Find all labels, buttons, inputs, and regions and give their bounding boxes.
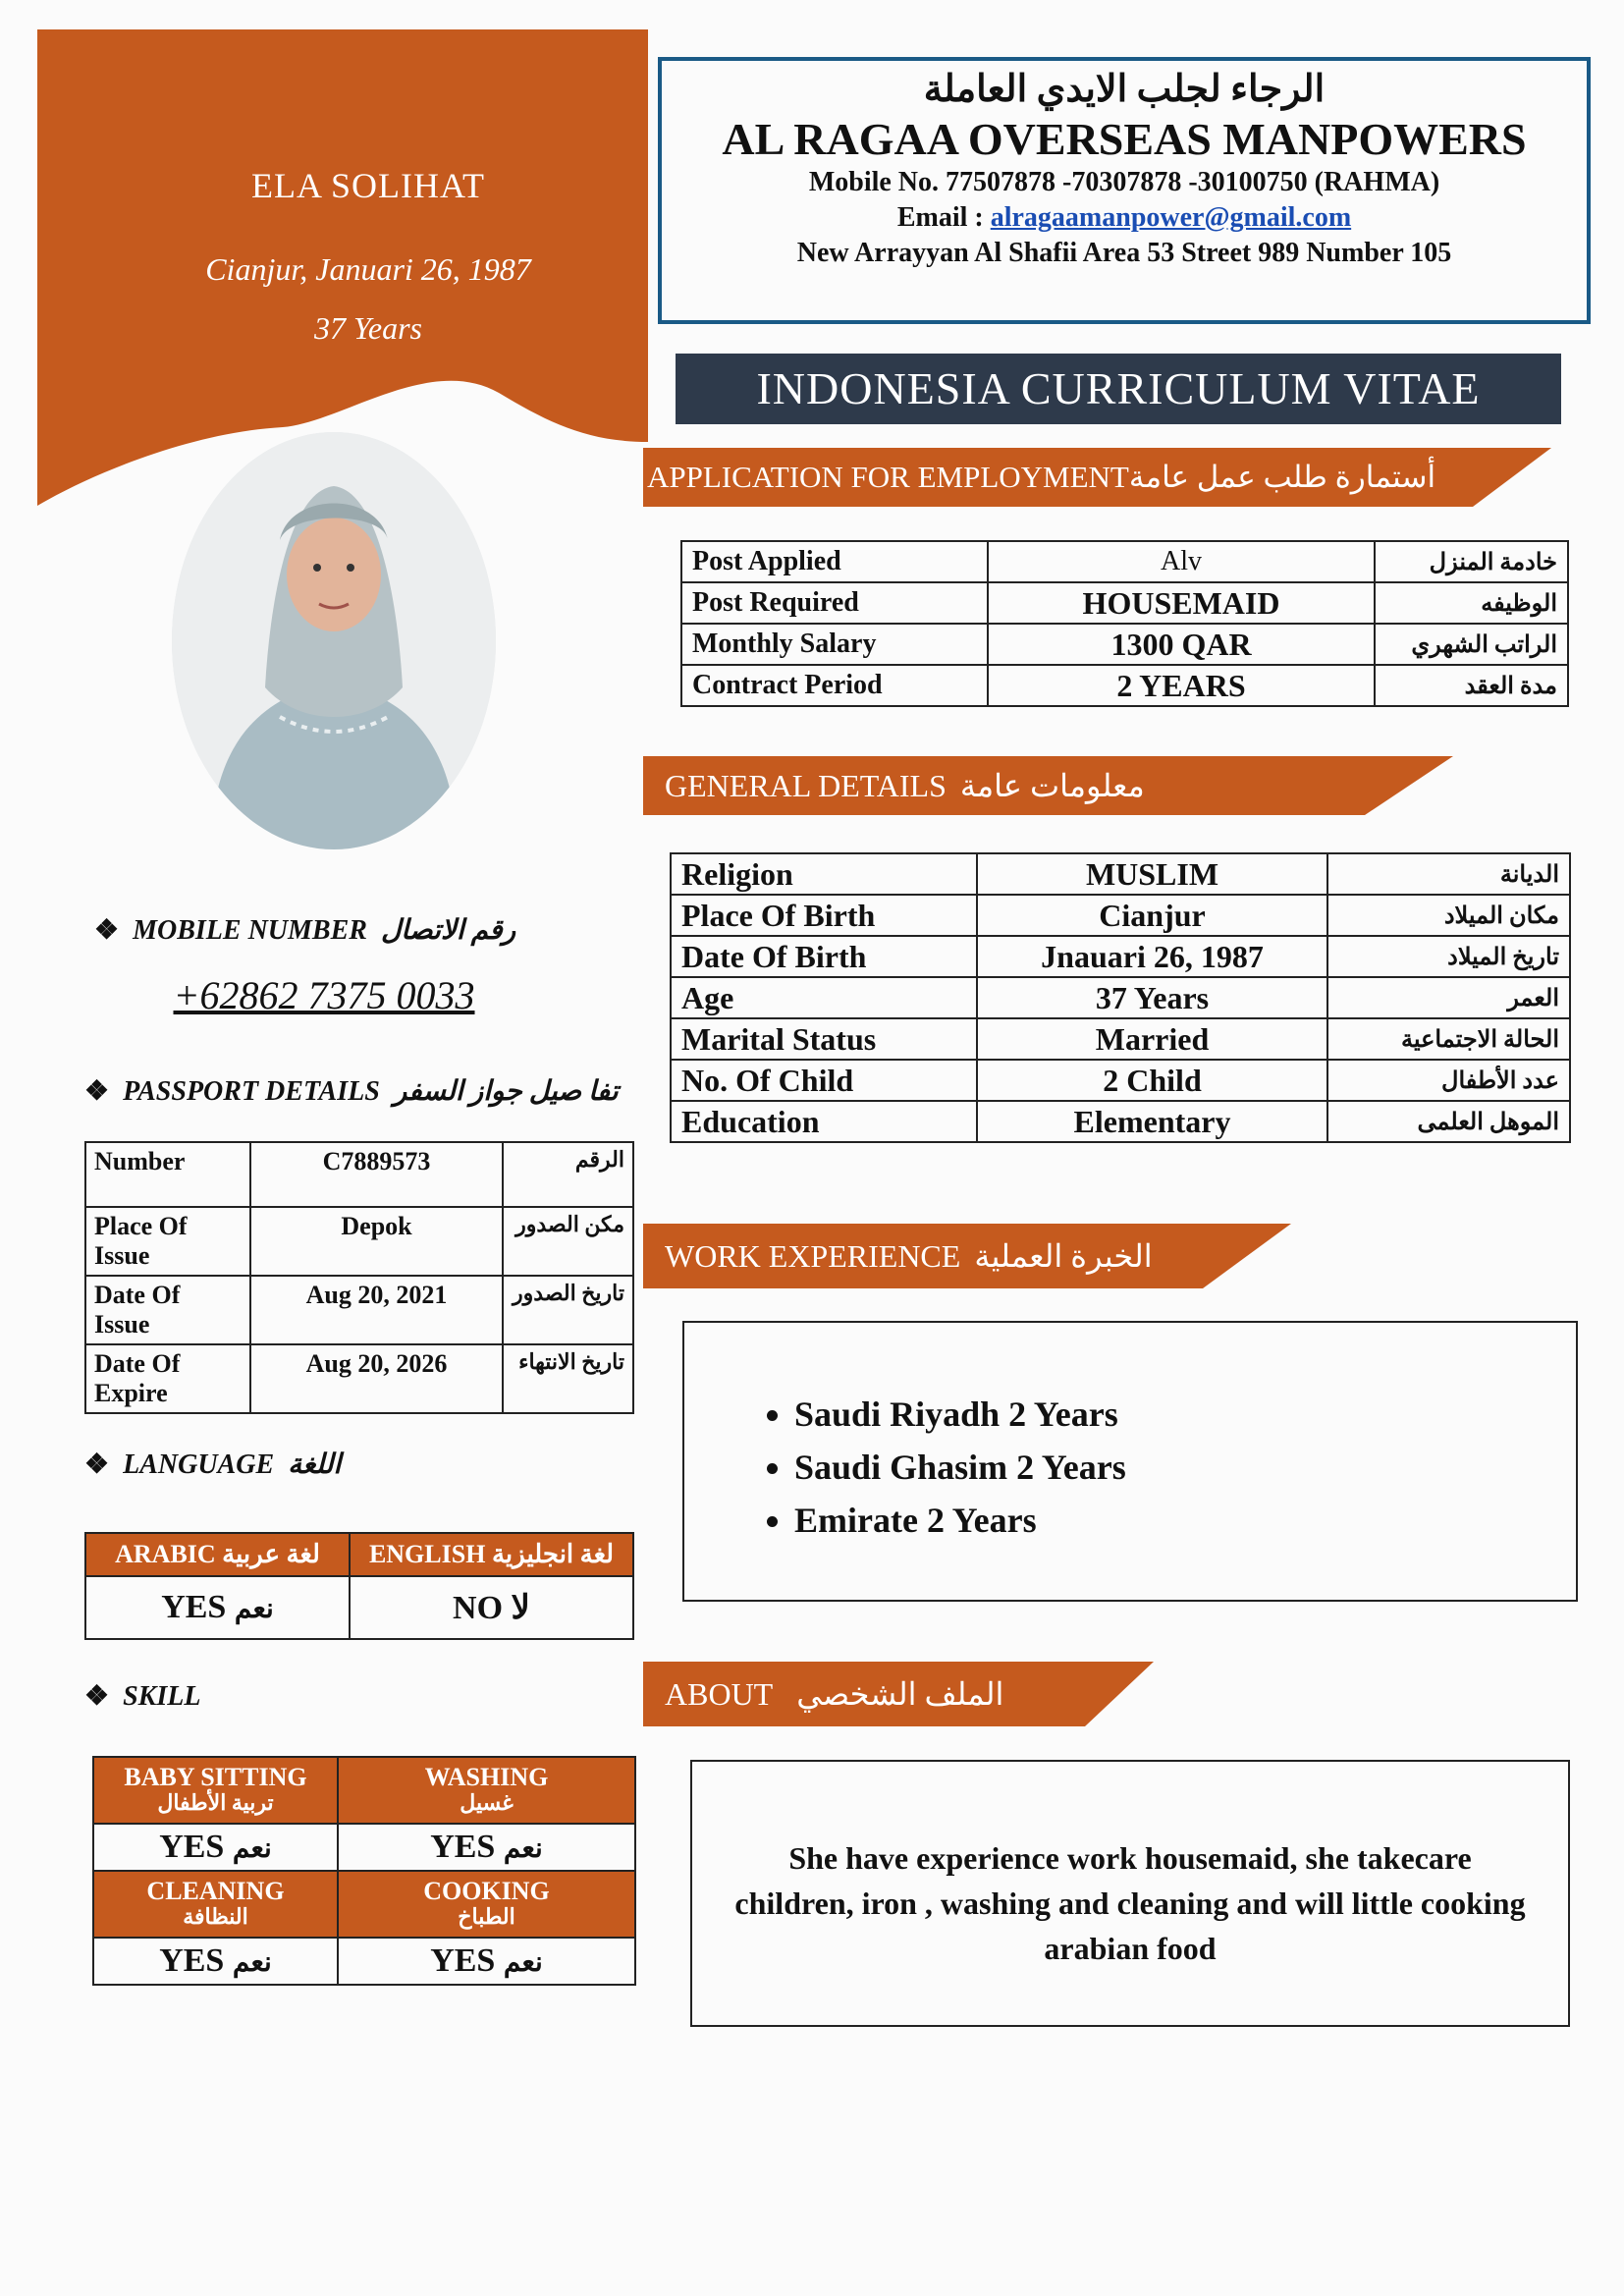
candidate-name: ELA SOLIHAT [251,166,485,205]
skill-yes-ar: نعم [232,1833,272,1864]
row-arabic: الراتب الشهري [1375,624,1568,665]
mobile-number: +62862 7375 0033 [173,973,475,1017]
company-name: AL RAGAA OVERSEAS MANPOWERS [722,114,1527,164]
mobile-heading [94,913,515,947]
skill-yes-ar: نعم [503,1833,543,1864]
employment-table [680,540,1569,707]
row-value: C7889573 [250,1142,503,1207]
about-banner-arabic: الملف الشخصي [796,1676,1004,1712]
table-row [681,541,1568,582]
skill-header [93,1757,338,1824]
row-label: Number [85,1142,250,1207]
row-value: 2 YEARS [988,665,1375,706]
employment-banner [643,448,1551,507]
row-value: Aug 20, 2021 [250,1276,503,1344]
english-lang-label-ar: لغة انجليزية [491,1540,615,1568]
table-row [671,1101,1570,1142]
skill-heading-label: SKILL [123,1681,201,1712]
arabic-lang-value [85,1576,350,1639]
row-arabic: تاريخ الانتهاء [503,1344,633,1413]
passport-heading-label: PASSPORT DETAILS [123,1076,380,1107]
language-table [84,1532,634,1640]
company-email-link[interactable]: alragaamanpower@gmail.com [990,202,1352,233]
bullet-diamond-icon: ❖ [94,915,120,946]
work-banner [643,1224,1291,1283]
skill-name-ar: النظافة [183,1904,248,1929]
bullet-diamond-icon: ❖ [84,1449,110,1480]
row-arabic: مدة العقد [1375,665,1568,706]
row-value: Depok [250,1207,503,1276]
english-lang-no: NO [453,1590,504,1626]
skill-heading [84,1679,200,1713]
skill-name: WASHING [424,1763,549,1791]
table-row [85,1276,633,1344]
table-row [681,582,1568,624]
row-label: Place Of Birth [671,895,977,936]
passport-table [84,1141,634,1414]
employment-banner-arabic: أستمارة طلب عمل عامة [1128,460,1436,494]
skill-value [93,1938,338,1985]
row-label: Religion [671,853,977,895]
bullet-diamond-icon: ❖ [84,1681,110,1712]
row-value: 2 Child [977,1060,1327,1101]
candidate-photo [172,432,496,849]
table-row [85,1533,633,1576]
row-label: Post Applied [681,541,988,582]
row-arabic: عدد الأطفال [1327,1060,1570,1101]
skill-name-ar: الطباخ [458,1904,515,1929]
employment-banner-title: APPLICATION FOR EMPLOYMENT [647,460,1129,494]
skill-yes-ar: نعم [232,1947,272,1978]
company-info-box [658,57,1591,324]
row-arabic: الوظيفه [1375,582,1568,624]
table-row [93,1824,635,1871]
about-box: She have experience work housemaid, she takecare children, iron , washing and cleaning and will little cooking arabian food [690,1760,1570,2027]
general-banner-title: GENERAL DETAILS [665,768,947,803]
language-heading-arabic: اللغة [288,1449,342,1480]
about-banner-title: ABOUT [665,1676,774,1712]
english-lang-header [350,1533,633,1576]
table-row [671,977,1570,1018]
row-arabic: تاريخ الميلاد [1327,936,1570,977]
row-label: Place Of Issue [85,1207,250,1276]
skill-yes: YES [430,1942,496,1979]
row-arabic: الحالة الاجتماعية [1327,1018,1570,1060]
skill-yes: YES [159,1829,225,1865]
row-value: Elementary [977,1101,1327,1142]
row-value: MUSLIM [977,853,1327,895]
skill-name-ar: غسيل [460,1790,514,1815]
row-value: 37 Years [977,977,1327,1018]
skill-name: CLEANING [146,1877,285,1905]
skill-name: BABY SITTING [124,1763,307,1791]
list-item: • Saudi Ghasim 2 Years [794,1441,1576,1494]
row-value: Cianjur [977,895,1327,936]
list-item: • Emirate 2 Years [794,1494,1576,1547]
company-address: New Arrayyan Al Shafii Area 53 Street 989 Number 105 [796,238,1452,268]
mobile-heading-arabic: رقم الاتصال [380,915,516,946]
row-arabic: تاريخ الصدور [503,1276,633,1344]
table-row [671,1018,1570,1060]
row-arabic: خادمة المنزل [1375,541,1568,582]
english-lang-value [350,1576,633,1639]
bullet-diamond-icon: ❖ [84,1076,110,1107]
skill-value [338,1938,635,1985]
row-value: HOUSEMAID [988,582,1375,624]
skill-yes: YES [159,1942,225,1979]
work-banner-arabic: الخبرة العملية [974,1238,1153,1274]
row-value: Alv [988,541,1375,582]
table-row [93,1938,635,1985]
arabic-lang-label-ar: لغة عربية [222,1540,320,1568]
skill-name: COOKING [423,1877,550,1905]
row-label: Date Of Expire [85,1344,250,1413]
skill-header [338,1757,635,1824]
table-row [671,853,1570,895]
skill-header [93,1871,338,1938]
table-row [85,1142,633,1207]
skill-header [338,1871,635,1938]
skill-yes-ar: نعم [503,1947,543,1978]
table-row [681,624,1568,665]
cv-title: INDONESIA CURRICULUM VITAE [676,354,1561,424]
language-heading-label: LANGUAGE [123,1449,275,1480]
skill-yes: YES [430,1829,496,1865]
skill-value [93,1824,338,1871]
row-label: Date Of Birth [671,936,977,977]
row-label: Education [671,1101,977,1142]
row-label: Marital Status [671,1018,977,1060]
company-mobile: Mobile No. 77507878 -70307878 -30100750 (RAHMA) [808,167,1440,197]
company-arabic-name: الرجاء لجلب الايدي العاملة [923,69,1326,110]
row-label: Contract Period [681,665,988,706]
row-label: No. Of Child [671,1060,977,1101]
row-value: Jnauari 26, 1987 [977,936,1327,977]
row-arabic: الموهل العلمى [1327,1101,1570,1142]
row-label: Monthly Salary [681,624,988,665]
table-row [93,1871,635,1938]
table-row [671,936,1570,977]
row-arabic: الديانة [1327,853,1570,895]
general-banner [643,756,1453,815]
general-banner-arabic: معلومات عامة [959,768,1145,803]
skill-name-ar: تربية الأطفال [157,1790,274,1815]
table-row [93,1757,635,1824]
row-arabic: مكان الميلاد [1327,895,1570,936]
table-row [85,1576,633,1639]
general-details-table [670,852,1571,1143]
passport-heading [84,1074,619,1108]
list-item: • Saudi Riyadh 2 Years [794,1388,1576,1441]
arabic-lang-yes-ar: نعم [234,1594,274,1624]
arabic-lang-label: ARABIC [115,1540,216,1568]
company-email-line [662,200,1587,236]
row-label: Age [671,977,977,1018]
arabic-lang-header [85,1533,350,1576]
skill-table [92,1756,636,1986]
table-row [85,1207,633,1276]
mobile-heading-label: MOBILE NUMBER [133,915,367,946]
row-value: Aug 20, 2026 [250,1344,503,1413]
english-lang-label: ENGLISH [368,1540,486,1568]
row-label: Date Of Issue [85,1276,250,1344]
table-row [671,1060,1570,1101]
passport-heading-arabic: تفا صيل جواز السفر [393,1076,619,1107]
table-row [85,1344,633,1413]
about-banner [643,1662,1154,1721]
skill-value [338,1824,635,1871]
work-experience-list [684,1323,1576,1547]
arabic-lang-yes: YES [161,1589,227,1625]
table-row [671,895,1570,936]
english-lang-no-ar: لا [511,1590,530,1626]
work-experience-box [682,1321,1578,1602]
company-email-label: Email : [896,202,984,233]
language-heading [84,1448,341,1481]
candidate-birth: Cianjur, Januari 26, 1987 [205,251,531,287]
row-arabic: العمر [1327,977,1570,1018]
row-arabic: الرقم [503,1142,633,1207]
work-banner-title: WORK EXPERIENCE [665,1238,961,1274]
table-row [681,665,1568,706]
row-arabic: مكن الصدور [503,1207,633,1276]
row-label: Post Required [681,582,988,624]
row-value: 1300 QAR [988,624,1375,665]
candidate-age: 37 Years [314,310,422,346]
row-value: Married [977,1018,1327,1060]
